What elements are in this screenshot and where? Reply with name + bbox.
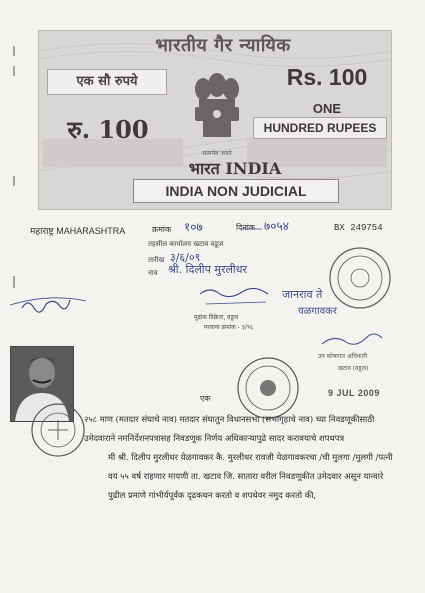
vendor-date-value: ३/६/०९ <box>170 251 201 264</box>
treasury-location: खटाव (वडूज) <box>338 365 369 372</box>
stamp-value-rs-hindi: रु. 100 <box>67 115 149 144</box>
vendor-name-value: श्री. दिलीप मुरलीधर <box>168 263 248 276</box>
stamp-value-hindi: एक सौ रुपये <box>47 69 167 95</box>
date-value: ७०५४ <box>264 219 289 233</box>
serial-label: क्रमांक <box>152 225 172 234</box>
stamp-value-rs: Rs. 100 <box>286 64 368 90</box>
stamp-india-non-judicial: INDIA NON JUDICIAL <box>133 179 339 203</box>
vendor-name-label: नाव <box>148 269 158 277</box>
state-label: महाराष्ट्र MAHARASHTRA <box>30 226 126 236</box>
signature-left-icon <box>22 300 70 312</box>
emblem-motto: सत्यमेव जयते <box>202 150 232 157</box>
date-stamp: 9 JUL 2009 <box>328 388 380 398</box>
vendor-place: तहसील कार्यालय खटाव वडूज <box>148 240 224 248</box>
round-seal-middle-icon <box>238 358 298 418</box>
affidavit-heading-paragraph: २५८ माण (मतदार संघाचे नाव) मतदार संघातुन विधानसभा (सभागृहाचे नाव) च्या निवडणूकीसाठी उमेदवाराने नमनिर्देशनपत्रासह निवडणूक निर्णय अधिकाऱ्यापुढे सादर करावयाचे शपथपत्र <box>84 414 375 443</box>
vendor-date-label: तारीख <box>148 256 165 264</box>
treasury-officer-label: उप कोषागार अधिकारी <box>318 353 368 360</box>
affidavit-body <box>84 410 402 505</box>
serial-number: १०७ <box>184 220 203 234</box>
date-label: दिनांक <box>236 223 255 232</box>
stamp-vendor-license: परवाना क्रमांक - ३/९६ <box>204 324 254 331</box>
stamp-vendor-name: मुद्रांक विक्रेता, वडूज <box>194 314 239 321</box>
stamp-serial-code: BX 249754 <box>334 223 383 233</box>
page-marker: एक <box>200 394 211 403</box>
stamp-bharat-india: भारत INDIA <box>188 159 282 178</box>
affidavit-declaration-paragraph: मी श्री. दिलीप मुरलीधर येळगावकर कै. मुरलीधर रावजी येळगावकरचा /ची मुलगा /मुलगी /पत्नी वय ५५ वर्ष राहणार मायणी ता. खटाव जि. सातारा वरील निवडणूकीत उमेदवार असून यान्वारे पुढील प्रमाणे गांभीर्यपूर्वक दृढकथन करतो व शपथेवर नमुद करतो की, <box>108 452 393 500</box>
vendor-signature-text-1: जानराव ते <box>282 288 323 301</box>
stamp-words-line1: ONE <box>312 101 342 116</box>
stamp-title-hindi: भारतीय गैर न्यायिक <box>155 35 291 56</box>
round-seal-left-icon <box>32 404 84 456</box>
vendor-signature-text-2: यळगावकर <box>298 306 337 317</box>
stamp-words-line2: HUNDRED RUPEES <box>253 117 387 139</box>
round-seal-right-icon <box>330 248 390 308</box>
